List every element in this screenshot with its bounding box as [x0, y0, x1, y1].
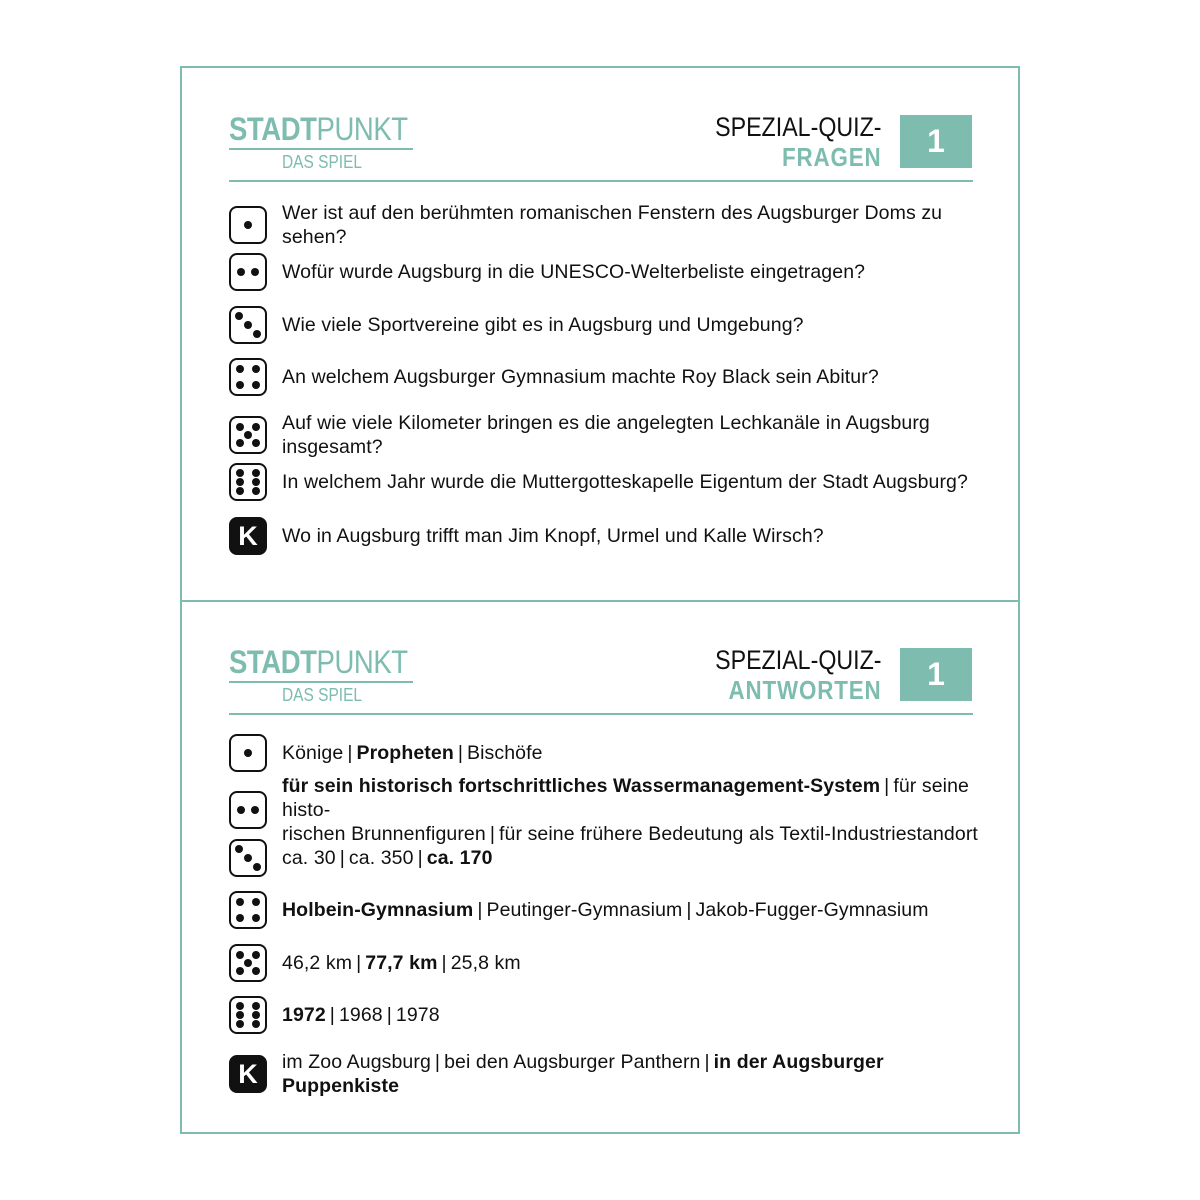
question-text: In welchem Jahr wurde die Muttergotteskapelle Eigentum der Stadt Augsburg?	[282, 471, 968, 493]
answer-option-correct: ca. 170	[426, 847, 493, 869]
answer-separator: |	[339, 847, 345, 869]
card-title-line1: SPEZIAL-QUIZ-	[715, 112, 882, 142]
answer-options	[282, 846, 493, 870]
card-number-badge: 1	[900, 115, 972, 168]
question-row	[229, 411, 979, 459]
answer-option: bei den Augsburger Panthern	[444, 1051, 701, 1073]
header-divider	[229, 713, 973, 715]
die-2-icon	[229, 791, 267, 829]
quiz-card-sheet	[180, 66, 1020, 1134]
answer-option-correct: 77,7 km	[365, 952, 438, 974]
question-text: Wo in Augsburg trifft man Jim Knopf, Urmel und Kalle Wirsch?	[282, 525, 824, 547]
question-text-line1: Auf wie viele Kilometer bringen es die angelegten Lechkanäle in Augsburg	[282, 412, 930, 434]
logo-underline	[229, 148, 413, 150]
answer-option: im Zoo Augsburg	[282, 1051, 431, 1073]
logo-word-light: PUNKT	[316, 644, 408, 680]
answer-option-correct: in der Augsburger Puppenkiste	[282, 1051, 884, 1097]
answer-option: ca. 30	[282, 847, 336, 869]
question-row	[229, 253, 979, 291]
question-row	[229, 517, 979, 555]
answer-separator: |	[884, 775, 890, 797]
stadtpunkt-logo	[229, 644, 415, 705]
card-title-line1: SPEZIAL-QUIZ-	[715, 645, 882, 675]
answer-option: Könige	[282, 742, 344, 764]
answer-separator: |	[477, 899, 483, 921]
card-title-line2: ANTWORTEN	[728, 675, 882, 705]
question-text: Wofür wurde Augsburg in die UNESCO-Welterbeliste eingetragen?	[282, 261, 866, 283]
answer-option: 1978	[395, 1004, 440, 1026]
answer-separator: |	[686, 899, 692, 921]
k-card-label: K	[238, 521, 258, 551]
answer-separator: |	[329, 1004, 335, 1026]
card-title-line2: FRAGEN	[782, 142, 882, 172]
answer-row	[229, 944, 979, 982]
question-text: Wie viele Sportvereine gibt es in Augsburg und Umgebung?	[282, 314, 804, 336]
answer-option: für seine histo-	[282, 775, 970, 821]
logo-wordmark	[229, 644, 408, 680]
answer-option-correct: Holbein-Gymnasium	[282, 899, 474, 921]
answer-option: für seine frühere Bedeutung als Textil-Industriestandort	[499, 823, 978, 845]
answer-options	[282, 898, 929, 922]
question-row	[229, 358, 979, 396]
logo-underline	[229, 681, 413, 683]
answer-separator: |	[457, 742, 463, 764]
answer-options	[282, 774, 979, 846]
logo-subtitle: DAS SPIEL	[282, 152, 363, 172]
logo-word-bold: STADT	[229, 644, 317, 680]
answer-option-correct: für sein historisch fortschrittliches Wassermanagement-System	[282, 775, 881, 797]
logo-subtitle: DAS SPIEL	[282, 685, 363, 705]
answer-separator: |	[704, 1051, 710, 1073]
answer-option: Peutinger-Gymnasium	[486, 899, 683, 921]
card-title	[688, 645, 882, 705]
answer-option: 25,8 km	[450, 952, 521, 974]
answer-separator: |	[386, 1004, 392, 1026]
answer-row	[229, 774, 979, 846]
k-card-label: K	[238, 1059, 258, 1089]
answer-option: ca. 350	[348, 847, 414, 869]
question-text-line2: insgesamt?	[282, 436, 383, 458]
answer-option: Bischöfe	[467, 742, 543, 764]
die-4-icon	[229, 358, 267, 396]
logo-wordmark	[229, 111, 408, 147]
die-5-icon	[229, 416, 267, 454]
answer-options	[282, 741, 543, 765]
answer-option: 46,2 km	[282, 952, 353, 974]
answer-separator: |	[417, 847, 423, 869]
answer-option-correct: 1972	[282, 1004, 326, 1026]
die-4-icon	[229, 891, 267, 929]
answer-separator: |	[489, 823, 495, 845]
die-6-icon	[229, 996, 267, 1034]
question-row	[229, 201, 979, 249]
answer-row	[229, 891, 979, 929]
question-text	[282, 411, 930, 459]
die-3-icon	[229, 839, 267, 877]
answer-row	[229, 839, 979, 877]
answer-separator: |	[347, 742, 353, 764]
answer-option: 1968	[338, 1004, 383, 1026]
logo-word-bold: STADT	[229, 111, 317, 147]
answers-card	[182, 601, 1018, 1133]
answer-separator: |	[356, 952, 362, 974]
die-6-icon	[229, 463, 267, 501]
question-text: Wer ist auf den berühmten romanischen Fenstern des Augsburger Doms zu sehen?	[282, 202, 943, 248]
answer-options	[282, 1003, 440, 1027]
die-3-icon	[229, 306, 267, 344]
question-row	[229, 306, 979, 344]
answer-separator: |	[441, 952, 447, 974]
question-row	[229, 463, 979, 501]
answer-row	[229, 996, 979, 1034]
die-1-icon	[229, 206, 267, 244]
die-2-icon	[229, 253, 267, 291]
die-1-icon	[229, 734, 267, 772]
k-card-icon	[229, 517, 267, 555]
header-divider	[229, 180, 973, 182]
answer-separator: |	[434, 1051, 441, 1073]
card-number-badge: 1	[900, 648, 972, 701]
answer-option: rischen Brunnenfiguren	[282, 823, 486, 845]
k-card-icon	[229, 1055, 267, 1093]
logo-word-light: PUNKT	[316, 111, 408, 147]
answer-option: Jakob-Fugger-Gymnasium	[695, 899, 929, 921]
die-5-icon	[229, 944, 267, 982]
answer-option-correct: Propheten	[356, 742, 454, 764]
answer-options	[282, 951, 521, 975]
answer-options	[282, 1050, 979, 1098]
questions-card	[182, 68, 1018, 600]
stadtpunkt-logo	[229, 111, 415, 172]
answer-row	[229, 734, 979, 772]
card-title	[688, 112, 882, 172]
answer-row	[229, 1050, 979, 1098]
question-text: An welchem Augsburger Gymnasium machte Roy Black sein Abitur?	[282, 366, 879, 388]
